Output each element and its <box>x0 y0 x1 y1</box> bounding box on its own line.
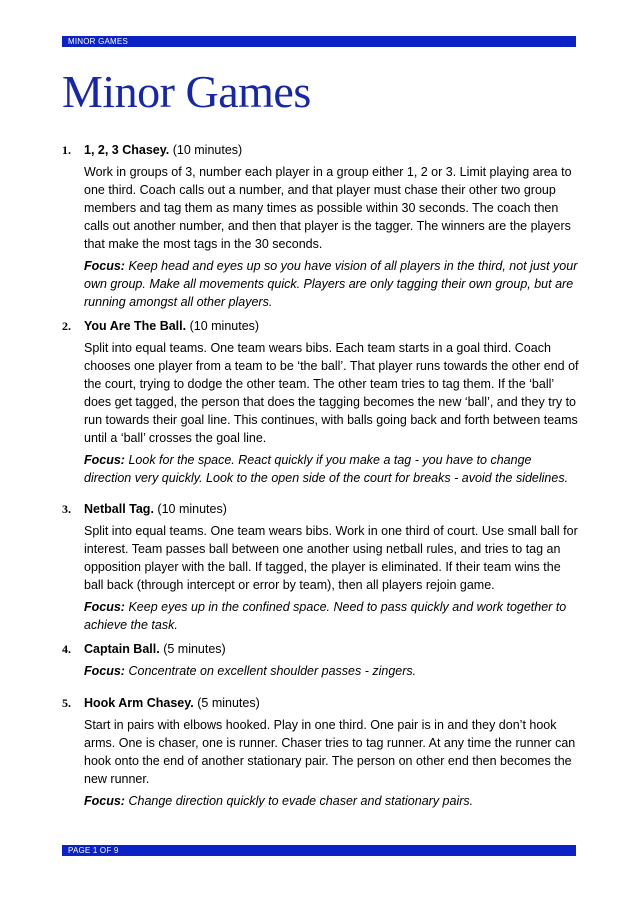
game-description: Split into equal teams. One team wears bibs. Each team starts in a goal third. Coach chooses one player from a team to be ‘the ball’. That player runs towards the other end of the court, trying to dodge the other team. The other team tries to tag them. If the ‘ball’ does get tagged, the person that does the tagging becomes the new ‘ball’, and they try to run towards their goal line. This continues, with balls going back and forth between teams until a ‘ball’ crosses the goal line. <box>84 341 579 445</box>
game-focus <box>84 598 582 634</box>
focus-text: Keep head and eyes up so you have vision of all players in the third, not just your own group. Make all movements quick. Players are only tagging their own group, but are running amongst all other players. <box>84 259 578 309</box>
game-item <box>62 141 582 311</box>
game-name: You Are The Ball. <box>84 319 187 333</box>
game-number: 3. <box>62 502 71 516</box>
game-duration: (5 minutes) <box>163 642 226 656</box>
game-heading <box>84 694 582 712</box>
game-name: Captain Ball. <box>84 642 160 656</box>
game-description: Work in groups of 3, number each player in a group either 1, 2 or 3. Limit playing area to one third. Coach calls out a number, and that player must chase their other two group members and tag them as many times as possible within 30 seconds. The coach then calls out another number, and then that player is the tagger. The winners are the players that make the most tags in the 30 seconds. <box>84 165 572 251</box>
focus-text: Keep eyes up in the confined space. Need to pass quickly and work together to achieve the task. <box>84 600 567 632</box>
game-description: Start in pairs with elbows hooked. Play in one third. One pair is in and they don’t hook arms. One is chaser, one is runner. Chaser tries to tag runner. At any time the runner can hook onto the end of another stationary pair. The person on other end then becomes the new runner. <box>84 718 576 786</box>
game-heading <box>84 640 582 658</box>
game-item <box>62 317 582 487</box>
game-focus <box>84 662 582 680</box>
game-heading <box>84 141 582 159</box>
page-number: PAGE 1 OF 9 <box>68 846 119 855</box>
game-name: Hook Arm Chasey. <box>84 696 194 710</box>
page-title: Minor Games <box>62 66 311 117</box>
focus-text: Concentrate on excellent shoulder passes - zingers. <box>128 664 417 678</box>
game-duration: (5 minutes) <box>197 696 260 710</box>
focus-text: Change direction quickly to evade chaser and stationary pairs. <box>128 794 474 808</box>
game-number: 2. <box>62 319 71 333</box>
game-description: Split into equal teams. One team wears bibs. Work in one third of court. Use small ball for interest. Team passes ball between one another using netball rules, and tries to tag an opposition player with the ball. If tagged, the player is eliminated. If their team wins the ball back (through intercept or error by team), then all players rejoin game. <box>84 524 578 592</box>
focus-label: Focus: <box>84 600 125 614</box>
game-heading <box>84 500 582 518</box>
game-number: 1. <box>62 143 71 157</box>
game-duration: (10 minutes) <box>172 143 243 157</box>
game-item <box>62 500 582 634</box>
header-section-label: MINOR GAMES <box>68 37 128 46</box>
game-focus <box>84 451 582 487</box>
game-focus <box>84 257 582 311</box>
game-number: 4. <box>62 642 71 656</box>
game-item <box>62 640 582 680</box>
game-focus <box>84 792 582 810</box>
focus-label: Focus: <box>84 794 125 808</box>
game-duration: (10 minutes) <box>189 319 260 333</box>
footer-band <box>62 845 576 856</box>
game-duration: (10 minutes) <box>157 502 227 516</box>
game-name: Netball Tag. <box>84 502 154 516</box>
game-item <box>62 694 582 810</box>
game-name: 1, 2, 3 Chasey. <box>84 143 170 157</box>
header-band <box>62 36 576 47</box>
focus-label: Focus: <box>84 259 125 273</box>
focus-label: Focus: <box>84 664 125 678</box>
game-heading <box>84 317 582 335</box>
focus-text: Look for the space. React quickly if you make a tag - you have to change direction very quickly. Look to the open side of the court for breaks - avoid the sidelines. <box>84 453 569 485</box>
game-number: 5. <box>62 696 71 710</box>
focus-label: Focus: <box>84 453 125 467</box>
